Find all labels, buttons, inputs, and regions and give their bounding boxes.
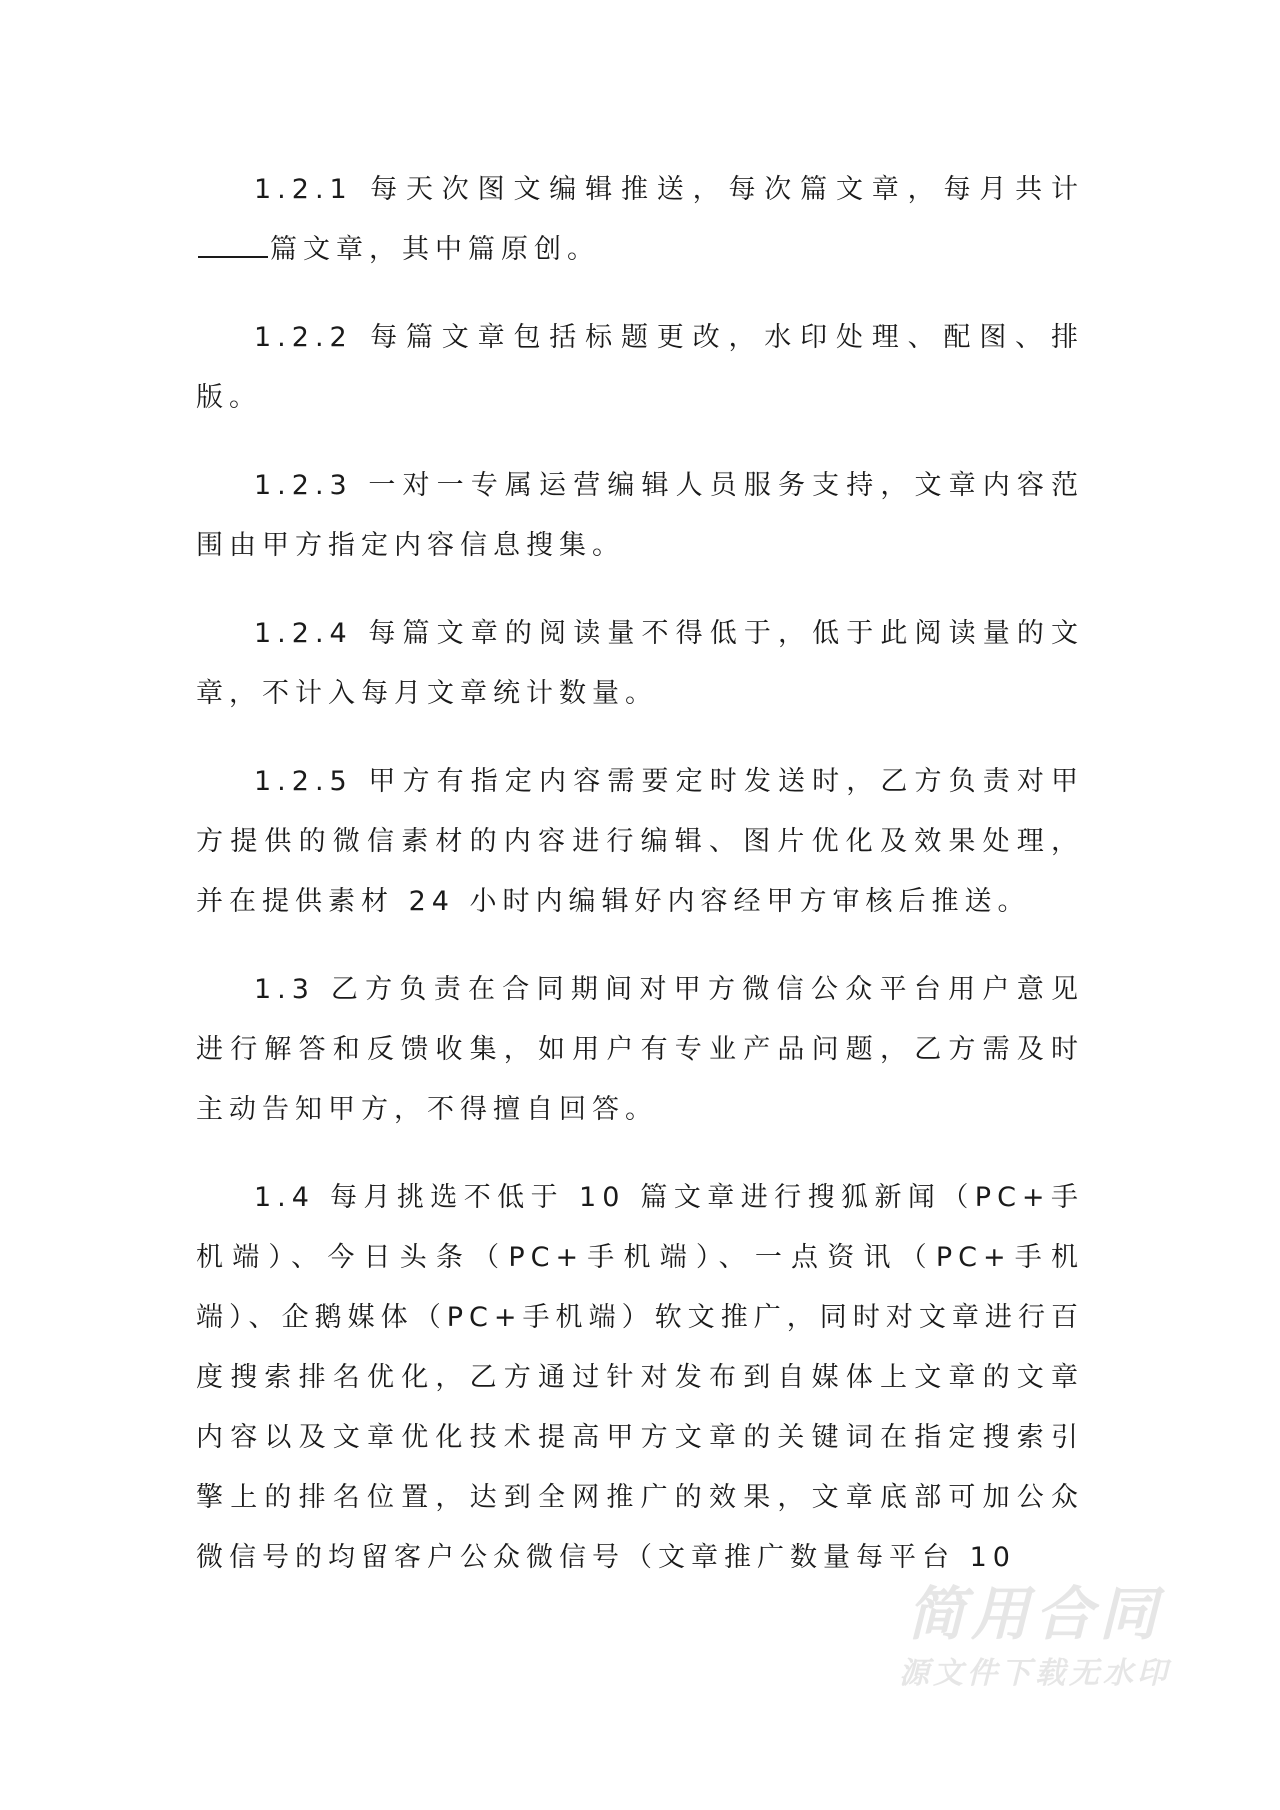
watermark-title: 简用合同 [906,1580,1163,1648]
clause-1-2-3: 1.2.3 一对一专属运营编辑人员服务支持，文章内容范围由甲方指定内容信息搜集。 [196,470,1084,561]
clause-1-2-1 [196,160,1084,280]
document-body [196,160,1084,1616]
clause-1-2-4: 1.2.4 每篇文章的阅读量不得低于，低于此阅读量的文章，不计入每月文章统计数量。 [196,618,1084,709]
clause-1-3: 1.3 乙方负责在合同期间对甲方微信公众平台用户意见进行解答和反馈收集，如用户有专业产品问题，乙方需及时主动告知甲方，不得擅自回答。 [196,974,1084,1125]
watermark [880,1578,1190,1696]
fill-in-blank [198,232,268,258]
watermark-subtitle: 源文件下载无水印 [899,1656,1171,1691]
clause-text-part-1: 1.2.1 每天次图文编辑推送，每次篇文章，每月共计 [254,174,1084,205]
clause-1-2-2: 1.2.2 每篇文章包括标题更改，水印处理、配图、排版。 [196,322,1084,413]
clause-text-part-2: 篇文章，其中篇原创。 [270,234,600,265]
clause-1-2-5: 1.2.5 甲方有指定内容需要定时发送时，乙方负责对甲方提供的微信素材的内容进行编辑、图片优化及效果处理，并在提供素材 24 小时内编辑好内容经甲方审核后推送。 [196,766,1084,917]
clause-1-4: 1.4 每月挑选不低于 10 篇文章进行搜狐新闻（PC+手机端）、今日头条（PC+手机端）、一点资讯（PC+手机端）、企鹅媒体（PC+手机端）软文推广，同时对文章进行百度搜索排名优化，乙方通过针对发布到自媒体上文章的文章内容以及文章优化技术提高甲方文章的关键词在指定搜索引擎上的排名位置，达到全网推广的效果，文章底部可加公众微信号的均留客户公众微信号（文章推广数量每平台 10 [196,1182,1084,1573]
